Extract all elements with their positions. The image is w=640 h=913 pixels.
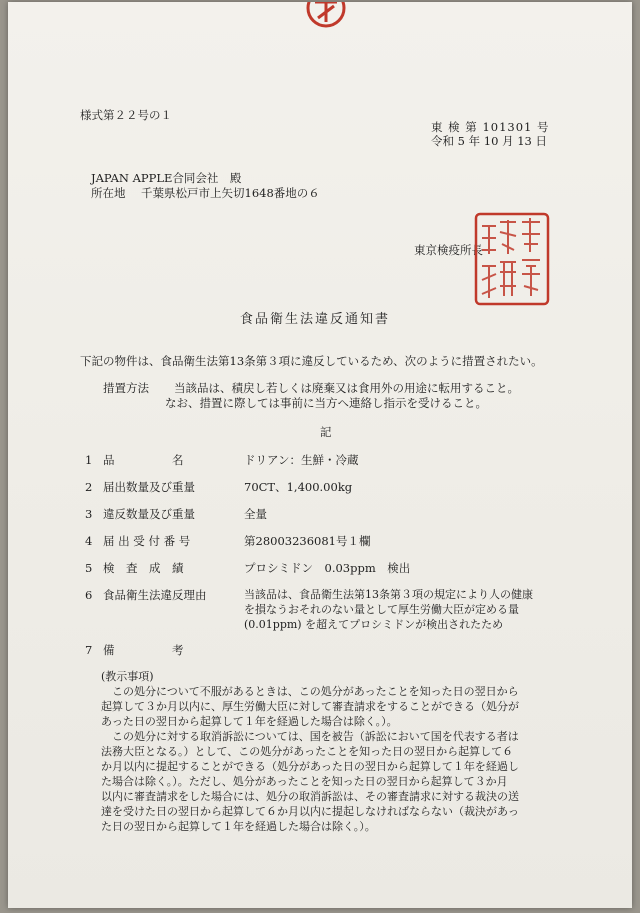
address: 千葉県松戸市上矢切1648番地の６: [141, 186, 320, 200]
item-value-line-3: (0.01ppm) を超えてプロシミドンが検出されたため: [244, 618, 504, 631]
intro-text: 下記の物件は、食品衛生法第13条第３項に違反しているため、次のように措置されたい。: [80, 354, 543, 368]
measures-line-2: なお、措置に際しては事前に当方へ連絡し指示を受けること。: [165, 396, 487, 410]
notes-line: あった日の翌日から起算して１年を経過した場合は除く。）。: [101, 715, 398, 728]
item-number: 1: [85, 453, 93, 467]
document-number: 東 検 第 101301 号: [431, 120, 550, 134]
item-value: ドリアン：生鮮・冷蔵: [244, 453, 359, 467]
item-number: 5: [85, 561, 93, 575]
ki-heading: 記: [320, 425, 332, 439]
item-label: 届 出 受 付 番 号: [103, 534, 191, 548]
item-number: 6: [85, 588, 93, 602]
measures-label: 措置方法: [103, 381, 149, 395]
notes-line: か月以内に提起することができる（処分があった日の翌日から起算して１年を経過し: [101, 760, 519, 773]
item-value: 70CT、1,400.00kg: [244, 480, 353, 494]
item-label: 品 名: [103, 453, 184, 467]
notes-heading: (教示事項): [101, 670, 154, 683]
document-date: 令和 5 年 10 月 13 日: [431, 134, 548, 148]
top-stamp-icon: [306, 2, 346, 28]
item-value: プロシミドン 0.03ppm 検出: [244, 561, 411, 575]
item-label: 備 考: [103, 643, 184, 657]
item-value-line-2: を損なうおそれのない量として厚生労働大臣が定める量: [244, 603, 519, 616]
document-page: [8, 2, 632, 908]
notes-line: この処分について不服があるときは、この処分があったことを知った日の翌日から: [101, 685, 519, 698]
notes-line: この処分に対する取消訴訟については、国を被告（訴訟において国を代表する者は: [101, 730, 519, 743]
notes-line: た場合は除く。）。ただし、処分があったことを知った日の翌日から起算して３か月: [101, 775, 508, 788]
official-seal-icon: [470, 210, 554, 310]
address-label: 所在地: [91, 186, 126, 200]
notes-line: た日の翌日から起算して１年を経過した場合は除く。）。: [101, 820, 376, 833]
notes-line: 法務大臣となる。）として、この処分があったことを知った日の翌日から起算して６: [101, 745, 514, 758]
notes-line: 達を受けた日の翌日から起算して６か月以内に提起しなければならない（裁決があっ: [101, 805, 519, 818]
item-number: 3: [85, 507, 93, 521]
item-label: 届出数量及び重量: [103, 480, 195, 494]
item-label: 食品衛生法違反理由: [103, 588, 207, 602]
item-value: 第28003236081号１欄: [244, 534, 371, 548]
item-number: 4: [85, 534, 93, 548]
notes-line: 起算して３か月以内に、厚生労働大臣に対して審査請求をすることができる（処分が: [101, 700, 519, 713]
item-number: 2: [85, 480, 93, 494]
item-label: 検 査 成 績: [103, 561, 184, 575]
measures-line-1: 当該品は、積戻し若しくは廃棄又は食用外の用途に転用すること。: [174, 381, 519, 395]
item-value: 全量: [244, 507, 267, 521]
form-number: 様式第２２号の１: [80, 108, 172, 122]
document-title: 食品衛生法違反通知書: [240, 312, 391, 327]
item-value-line-1: 当該品は、食品衛生法第13条第３項の規定により人の健康: [244, 588, 533, 601]
addressee: JAPAN APPLE合同会社 殿: [91, 171, 242, 185]
item-number: 7: [85, 643, 93, 657]
issuer: 東京検疫所長: [414, 243, 483, 257]
item-label: 違反数量及び重量: [103, 507, 195, 521]
notes-line: 以内に審査請求をした場合には、処分の取消訴訟は、その審査請求に対する裁決の送: [101, 790, 519, 803]
